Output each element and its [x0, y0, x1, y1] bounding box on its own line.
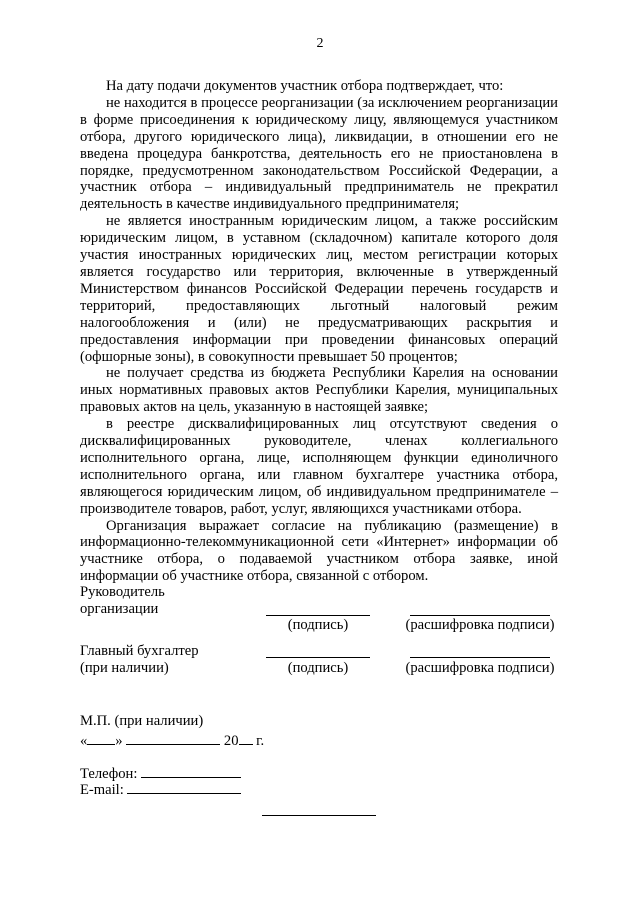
paragraph-disqualified-persons: в реестре дисквалифицированных лиц отсутствуют сведения о дисквалифицированных руководителе, членах коллегиального исполнительного органа, лице, исполняющем функции единоличного исполнительного органа, или главном бухгалтере участника отбора, являющегося юридическим лицом, об индивидуальном предпринимателе – производителе товаров, работ, услуг, являющихся участниками отбора. — [80, 416, 558, 517]
paragraph-intro: На дату подачи документов участник отбора подтверждает, что: — [106, 78, 504, 94]
date-open-quote: « — [80, 733, 88, 749]
email-line — [80, 780, 241, 799]
accountant-signature-caption: (подпись) — [287, 660, 349, 676]
paragraph-budget-funds: не получает средства из бюджета Республики Карелия на основании иных нормативных правовых актов Республики Карелия, муниципальных правовых актов на цель, указанную в настоящей заявке; — [80, 365, 558, 416]
phone-blank — [141, 764, 241, 778]
accountant-decoding-caption: (расшифровка подписи) — [405, 660, 555, 676]
month-blank — [126, 731, 220, 745]
seal-label: М.П. (при наличии) — [80, 713, 204, 729]
accountant-signature-block — [80, 643, 560, 683]
head-signature-caption: (подпись) — [287, 617, 349, 633]
closing-rule — [262, 815, 376, 816]
year-suffix: г. — [256, 733, 265, 749]
head-decoding-line — [410, 615, 550, 616]
accountant-signature-line — [266, 657, 370, 658]
year-prefix: 20 — [223, 733, 239, 749]
accountant-decoding-line — [410, 657, 550, 658]
head-label: Руководитель организации — [80, 584, 165, 617]
year-blank — [239, 731, 253, 745]
paragraph-foreign-entity: не является иностранным юридическим лицом, а также российским юридическим лицом, в уставном (складочном) капитале которого доля участия иностранных юридических лиц, местом регистрации которых является государство или территория, включенные в утвержденный Министерством финансов Российской Федерации перечень государств и территорий, предоставляющих льготный налоговый режим налогообложения и (или) не предусматривающих раскрытия и предоставления информации при проведении финансовых операций (офшорные зоны), в совокупности превышает 50 процентов; — [80, 213, 558, 365]
head-decoding-caption: (расшифровка подписи) — [405, 617, 555, 633]
head-signature-block — [80, 584, 560, 636]
date-close-quote: » — [115, 733, 123, 749]
page-number: 2 — [316, 36, 324, 51]
declaration-text — [80, 78, 558, 585]
email-blank — [127, 780, 241, 794]
accountant-label: Главный бухгалтер (при наличии) — [80, 643, 199, 676]
phone-label: Телефон: — [80, 766, 138, 782]
email-label: E-mail: — [80, 782, 124, 798]
paragraph-reorganization: не находится в процессе реорганизации (за исключением реорганизации в форме присоединения к юридическому лицу, являющемуся участником отбора, другого юридического лица), ликвидации, в отношении его не введена процедура банкротства, деятельность его не приостановлена в порядке, предусмотренном законодательством Российской Федерации, а участник отбора – индивидуальный предприниматель не прекратил деятельность в качестве индивидуального предпринимателя; — [80, 94, 558, 213]
day-blank — [87, 731, 115, 745]
head-signature-line — [266, 615, 370, 616]
date-line — [80, 731, 264, 750]
paragraph-publication-consent: Организация выражает согласие на публикацию (размещение) в информационно-телекоммуникационной сети «Интернет» информации об участнике отбора, о подаваемой участником отбора заявке, иной информации об участнике отбора, связанной с отбором. — [80, 517, 558, 585]
